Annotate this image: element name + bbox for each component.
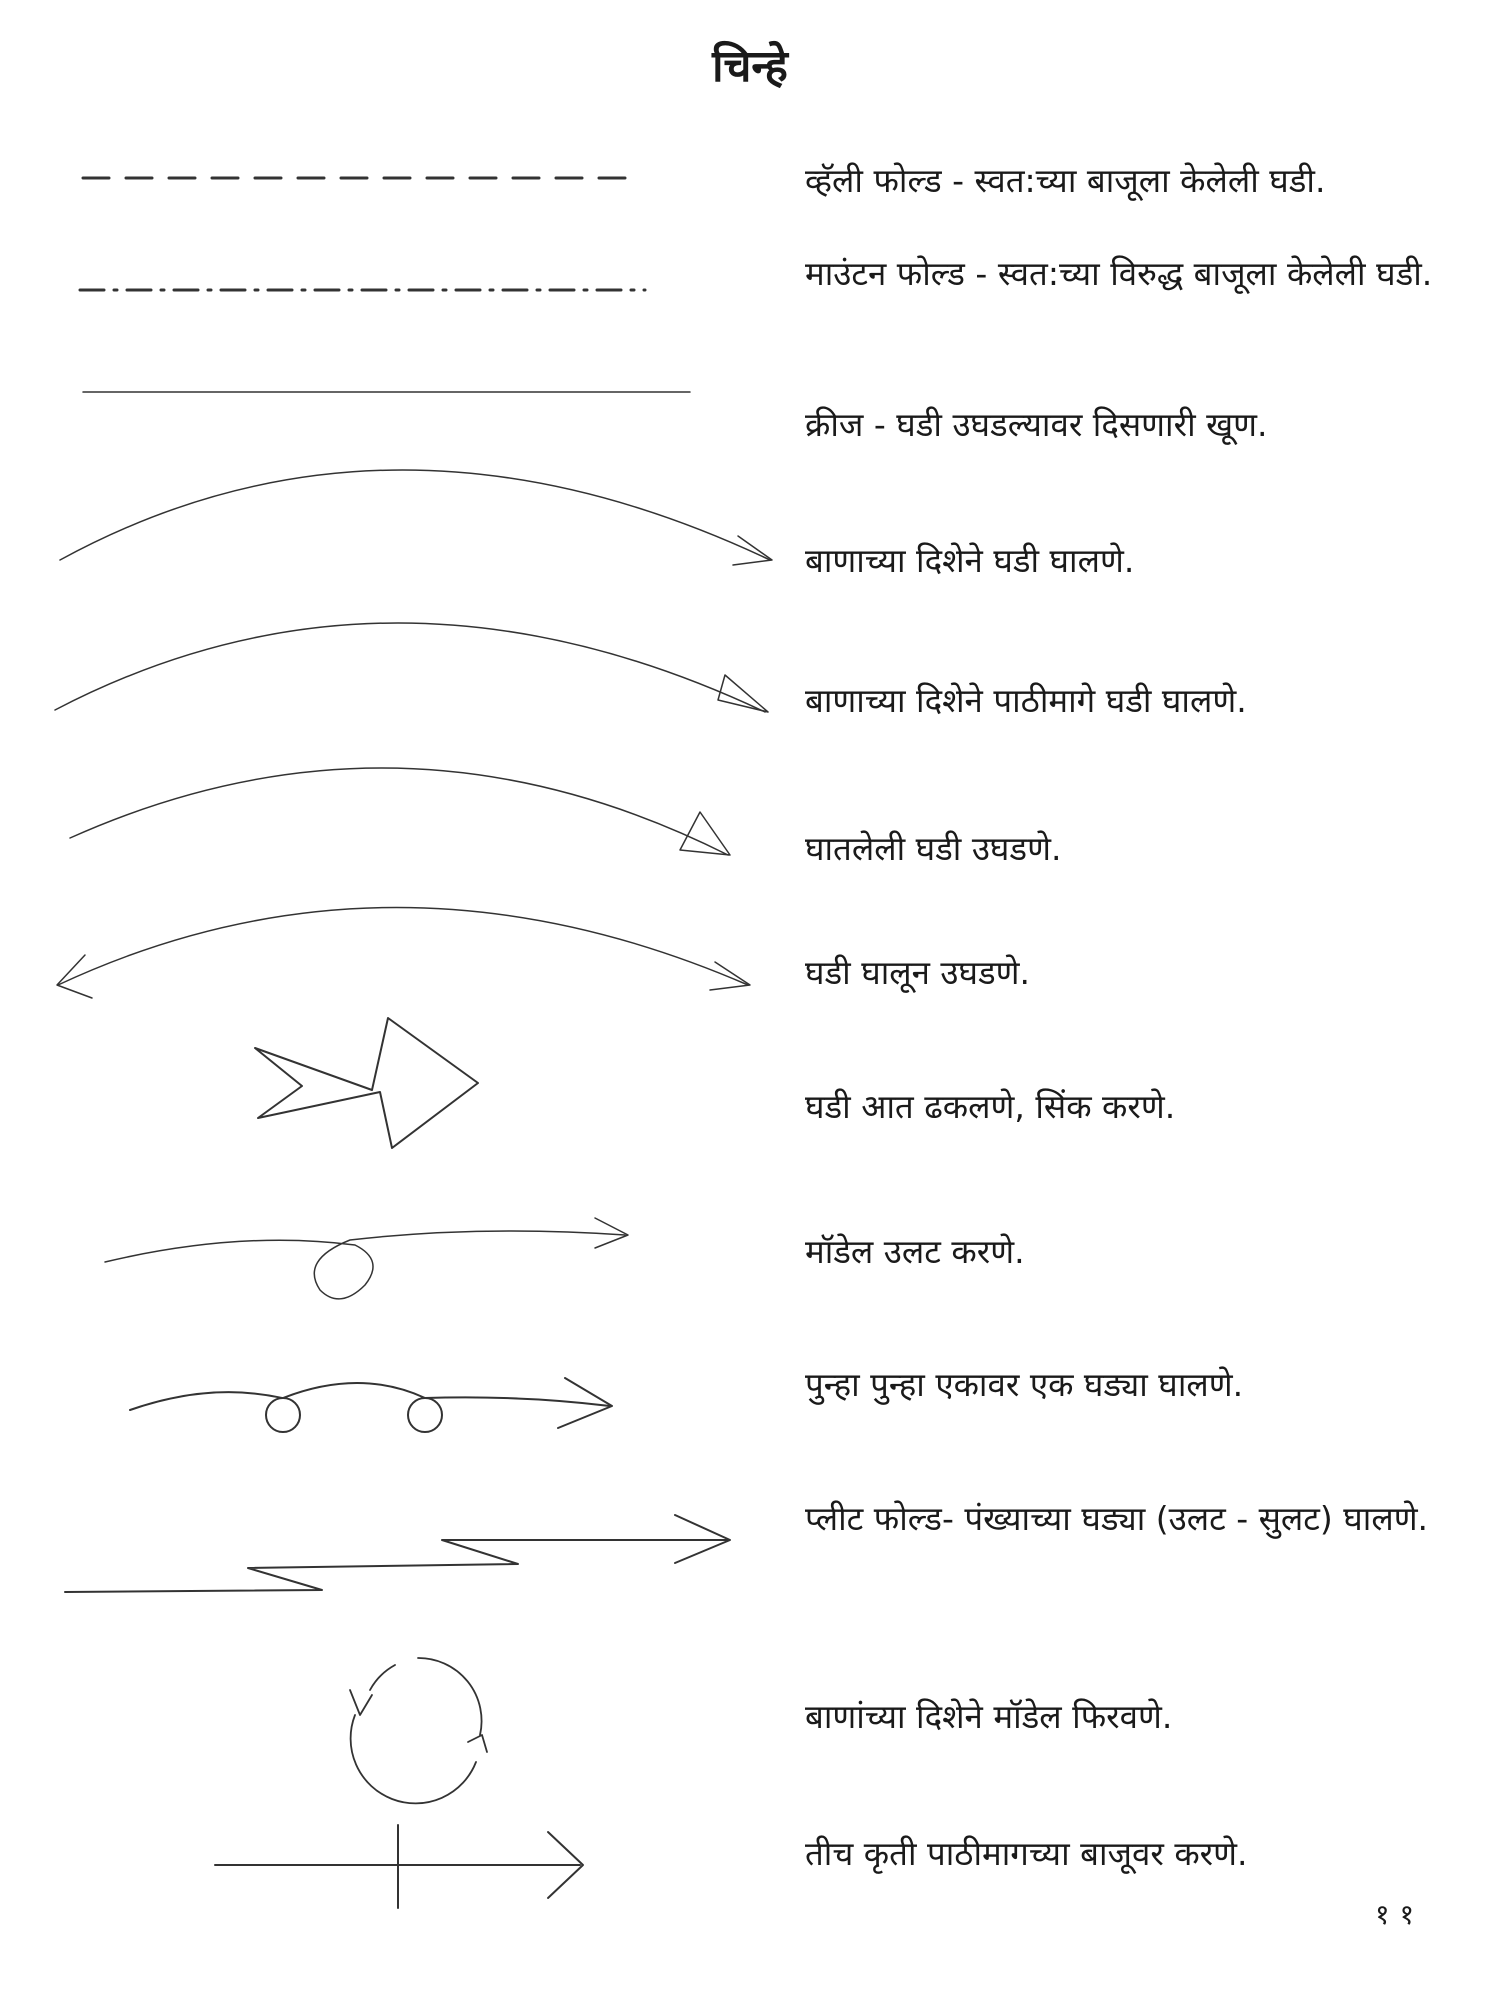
symbol-label-turn-over: मॉडेल उलट करणे. [805, 1232, 1025, 1271]
fold-in-direction-arrow-icon [60, 470, 772, 565]
pleat-fold-zigzag-arrow-icon [65, 1515, 730, 1592]
repeat-behind-crossed-arrow-icon [215, 1825, 583, 1908]
fold-and-unfold-arrow-icon [57, 908, 750, 999]
page-title: चिन्हे [712, 41, 788, 92]
symbol-label-repeat-fold: पुन्हा पुन्हा एकावर एक घड्या घालणे. [805, 1365, 1244, 1404]
fold-behind-arrow-icon [55, 623, 768, 712]
page-number: ११ [1375, 1898, 1425, 1931]
symbol-label-sink: घडी आत ढकलणे, सिंक करणे. [805, 1087, 1176, 1126]
symbol-label-mountain-fold: माउंटन फोल्ड - स्वत:च्या विरुद्ध बाजूला केलेली घडी. [805, 254, 1433, 293]
unfold-arrow-icon [70, 768, 730, 855]
repeat-fold-double-loop-arrow-icon [130, 1378, 612, 1432]
symbol-label-valley-fold: व्हॅली फोल्ड - स्वत:च्या बाजूला केलेली घडी. [805, 161, 1326, 200]
symbol-label-unfold: घातलेली घडी उघडणे. [805, 829, 1062, 868]
symbol-label-repeat-behind: तीच कृती पाठीमागच्या बाजूवर करणे. [805, 1834, 1248, 1873]
symbol-label-fold-and-unfold: घडी घालून उघडणे. [805, 953, 1031, 992]
turn-over-loop-arrow-icon [105, 1218, 628, 1299]
symbol-label-rotate: बाणांच्या दिशेने मॉडेल फिरवणे. [805, 1697, 1173, 1736]
push-in-sink-arrow-icon [255, 1018, 478, 1148]
rotate-circle-arrows-icon [350, 1658, 487, 1803]
symbol-label-fold-behind: बाणाच्या दिशेने पाठीमागे घडी घालणे. [805, 681, 1247, 720]
symbol-label-crease: क्रीज - घडी उघडल्यावर दिसणारी खूण. [805, 405, 1268, 444]
symbol-label-fold-direction: बाणाच्या दिशेने घडी घालणे. [805, 541, 1135, 580]
symbol-label-pleat-fold: प्लीट फोल्ड- पंख्याच्या घड्या (उलट - सुलट) घालणे. [805, 1499, 1429, 1538]
